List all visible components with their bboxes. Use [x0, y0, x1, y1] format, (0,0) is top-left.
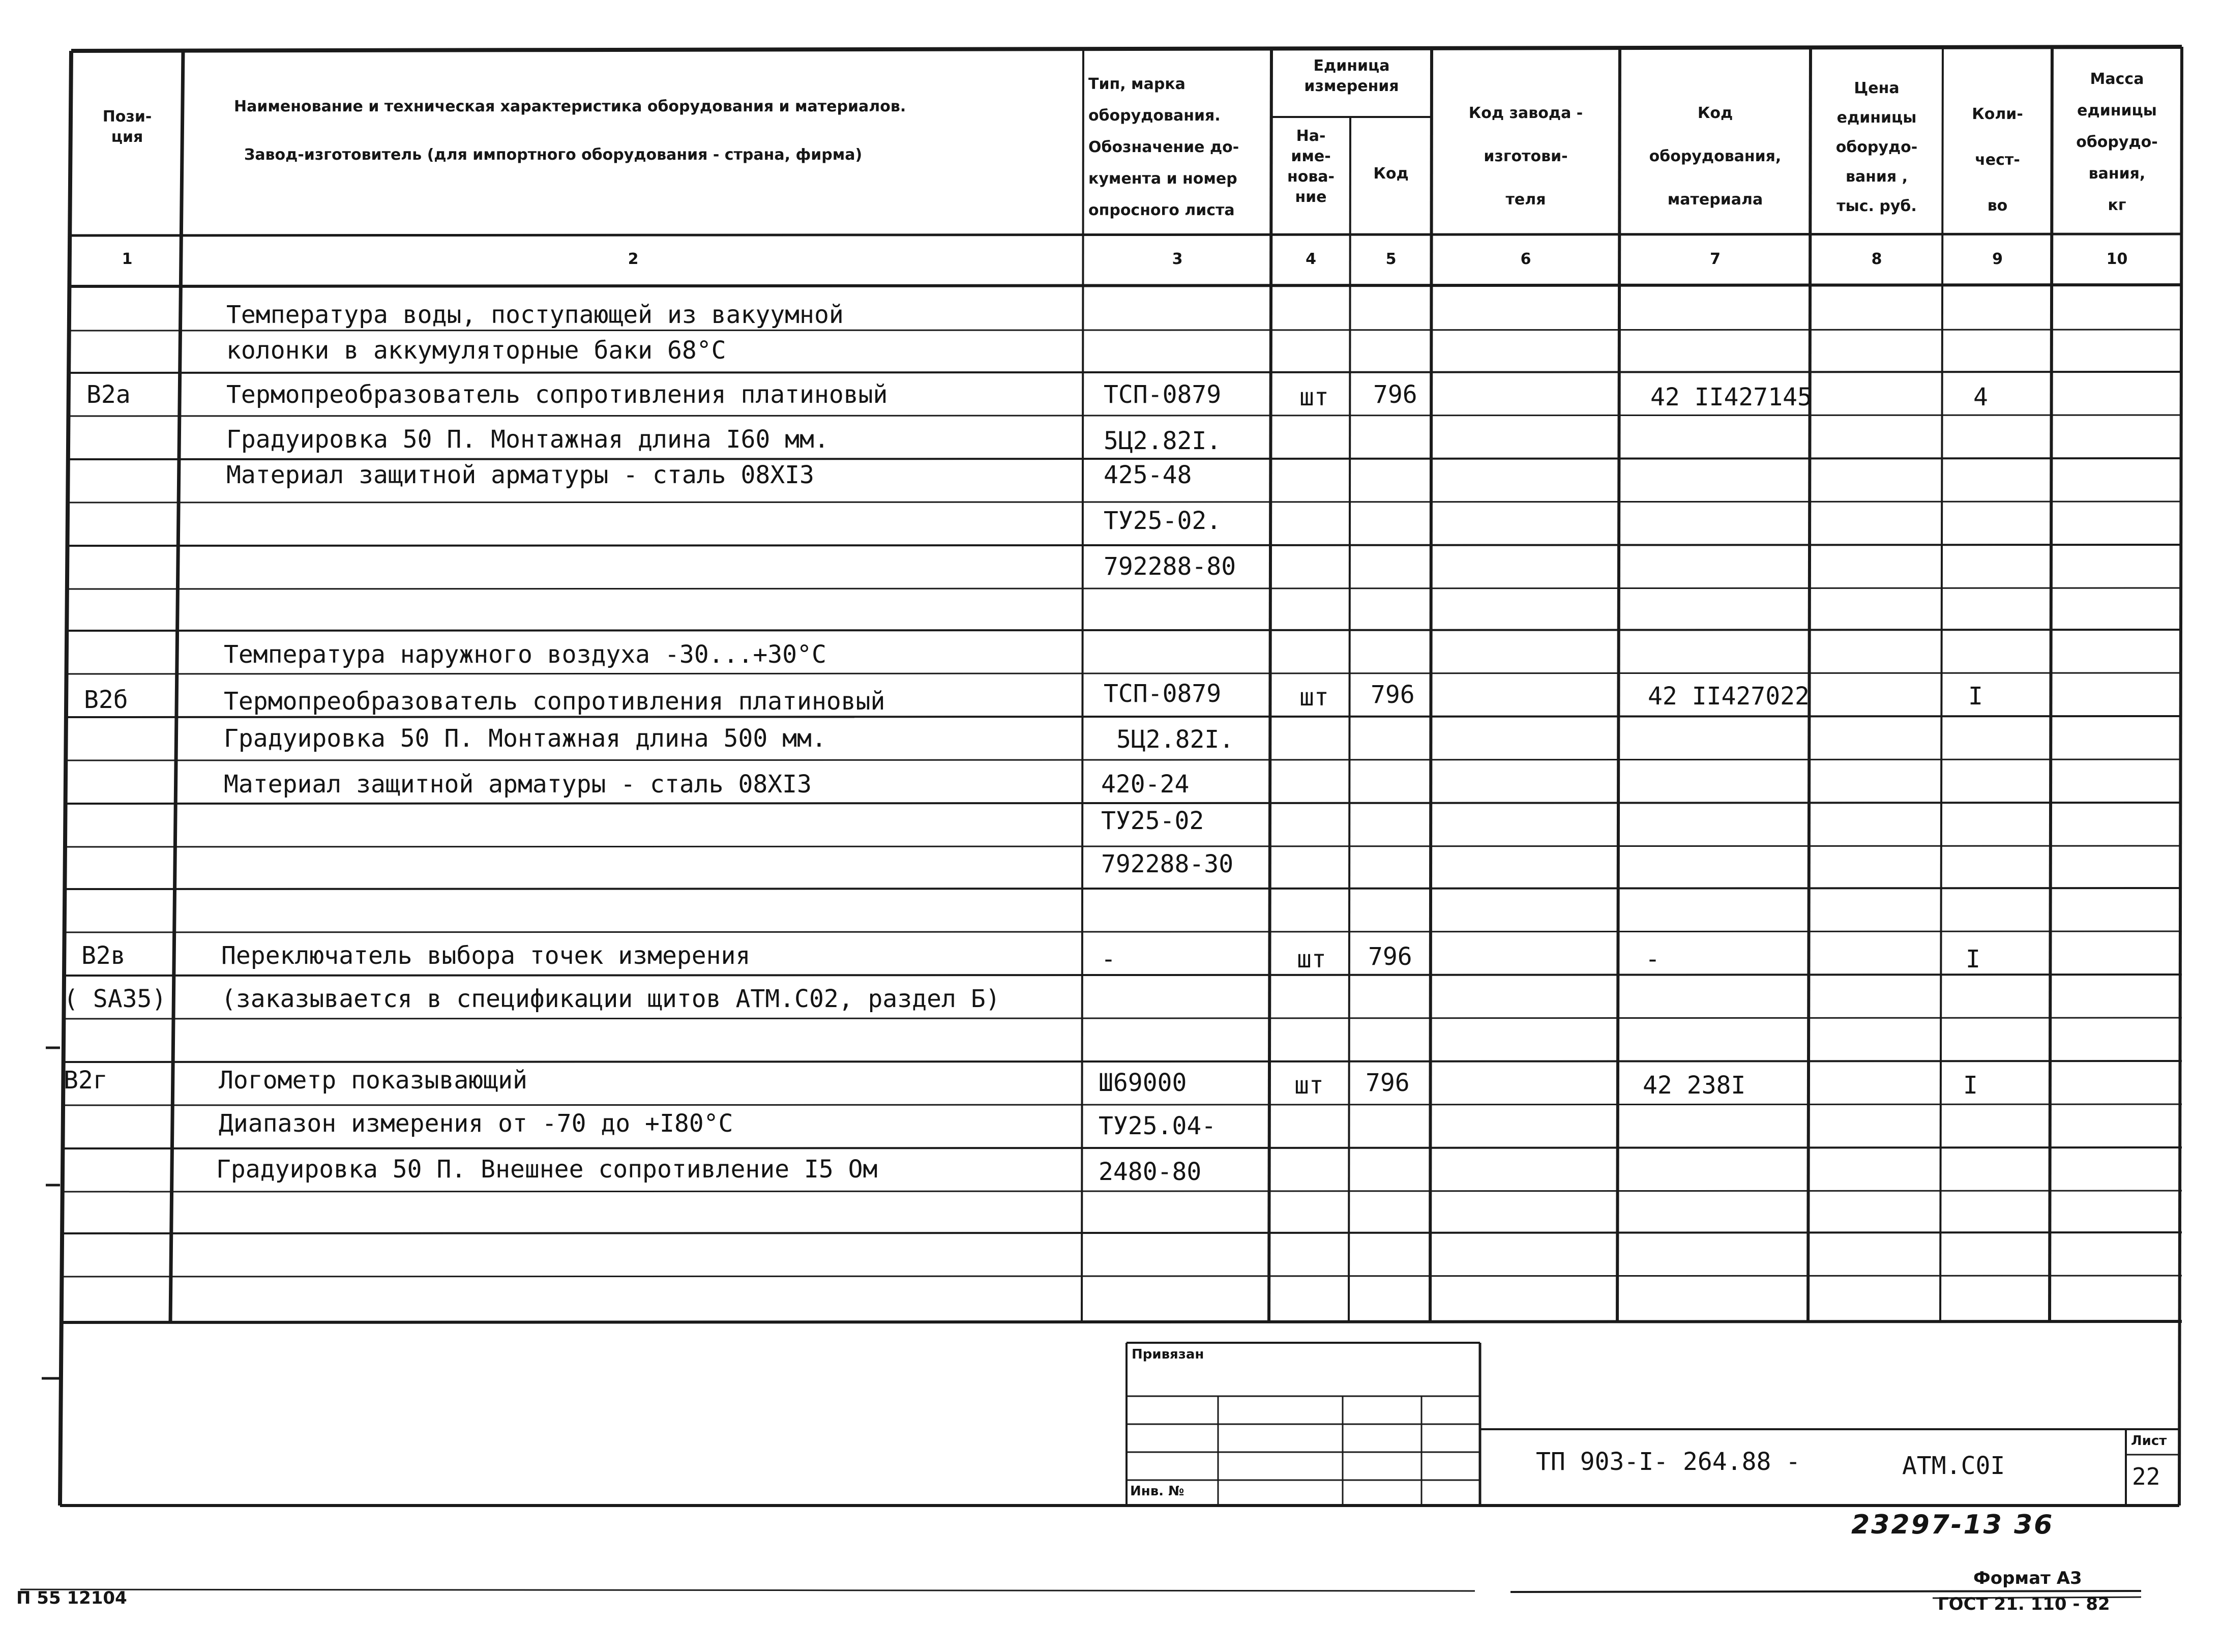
- row-3-code: 796: [1373, 380, 1417, 409]
- row-19-qty: I: [1963, 1071, 1978, 1100]
- row-16-type: -: [1101, 945, 1116, 973]
- row-16-position: В2в: [81, 941, 126, 970]
- header-col4: На- име- нова- ние: [1287, 127, 1335, 206]
- row-3-name: Термопреобразователь сопротивления платиновый: [226, 380, 888, 409]
- col-number-7: 7: [1710, 250, 1721, 268]
- row-4-name: Градуировка 50 П. Монтажная длина I60 мм.: [226, 425, 829, 454]
- row-11-type: 5Ц2.82I.: [1116, 725, 1234, 754]
- header-col2-line1: Наименование и техническая характеристика оборудования и материалов.: [234, 98, 906, 115]
- row-20-name: Диапазон измерения от -70 до +I80°C: [219, 1109, 733, 1138]
- archive-number: 23297-13 36: [1851, 1510, 2054, 1540]
- col-number-6: 6: [1520, 250, 1531, 268]
- row-12-type: 420-24: [1101, 770, 1190, 799]
- header-col3: Тип, марка оборудования. Обозначение до- кумента и номер опросного листа: [1088, 75, 1239, 219]
- col-number-10: 10: [2106, 250, 2128, 268]
- gost-label: ГОСТ 21. 110 - 82: [1938, 1594, 2110, 1614]
- row-4-type: 5Ц2.82I.: [1104, 427, 1222, 455]
- row-11-name: Градуировка 50 П. Монтажная длина 500 мм.: [224, 724, 826, 753]
- row-12-name: Материал защитной арматуры - сталь 08ХI3: [224, 770, 812, 799]
- row-19-eqcode: 42 238I: [1643, 1071, 1746, 1100]
- row-5-type: 425-48: [1104, 461, 1192, 489]
- stamp-sheet-number: 22: [2132, 1463, 2160, 1490]
- row-9-name: Температура наружного воздуха -30...+30°C: [224, 640, 826, 669]
- col-number-9: 9: [1992, 250, 2003, 268]
- row-17-position: ( SA35): [64, 985, 167, 1013]
- row-21-type: 2480-80: [1099, 1158, 1202, 1186]
- row-16-unit: шт: [1297, 945, 1326, 973]
- row-3-eqcode: 42 II427145: [1650, 383, 1812, 411]
- header-col1: Пози- ция: [102, 108, 152, 146]
- row-5-name: Материал защитной арматуры - сталь 08ХI3: [226, 461, 814, 489]
- header-col2-line2: Завод-изготовитель (для импортного оборудования - страна, фирма): [244, 146, 863, 164]
- col-number-2: 2: [628, 250, 639, 268]
- row-10-position: В2б: [84, 686, 128, 714]
- row-14-type: 792288-30: [1101, 850, 1234, 878]
- row-3-position: В2а: [86, 380, 131, 409]
- row-1-name: Температура воды, поступающей из вакуумной: [226, 301, 844, 329]
- format-label: Формат А3: [1973, 1568, 2082, 1588]
- row-10-unit: шт: [1299, 683, 1329, 712]
- row-16-qty: I: [1966, 945, 1980, 973]
- stamp-inv-no: Инв. №: [1130, 1484, 1184, 1499]
- stamp-sheet-label: Лист: [2131, 1433, 2167, 1449]
- row-13-type: ТУ25-02: [1101, 807, 1204, 835]
- row-2-name: колонки в аккумуляторные баки 68°C: [226, 336, 726, 365]
- row-19-position: В2г: [64, 1066, 108, 1095]
- row-10-type: ТСП-0879: [1104, 680, 1222, 708]
- row-10-code: 796: [1371, 681, 1415, 709]
- header-col8: Цена единицы оборудо- вания , тыс. руб.: [1835, 79, 1918, 215]
- row-6-type: ТУ25-02.: [1104, 507, 1222, 535]
- stamp-doc-code: ТП 903-I- 264.88 -: [1536, 1448, 1801, 1476]
- row-3-qty: 4: [1973, 383, 1988, 411]
- row-7-type: 792288-80: [1104, 552, 1236, 581]
- stamp-privyazan: Привязан: [1132, 1347, 1204, 1362]
- row-16-name: Переключатель выбора точек измерения: [221, 941, 751, 970]
- row-19-code: 796: [1366, 1069, 1410, 1097]
- row-19-type: Ш69000: [1099, 1069, 1187, 1097]
- row-19-unit: шт: [1294, 1071, 1324, 1100]
- col-number-4: 4: [1306, 250, 1316, 268]
- col-number-1: 1: [122, 250, 133, 268]
- row-21-name: Градуировка 50 П. Внешнее сопротивление I5 Ом: [216, 1155, 878, 1184]
- header-col6: Код завода - изготови- теля: [1468, 104, 1583, 209]
- col-number-5: 5: [1385, 250, 1397, 268]
- row-10-name: Термопреобразователь сопротивления платиновый: [224, 687, 885, 716]
- stamp-doc-suffix: АТМ.С0I: [1902, 1452, 2005, 1480]
- header-col10: Масса единицы оборудо- вания, кг: [2076, 70, 2158, 214]
- row-16-code: 796: [1368, 942, 1412, 971]
- col-number-3: 3: [1172, 250, 1183, 268]
- row-16-eqcode: -: [1645, 945, 1660, 973]
- row-10-eqcode: 42 II427022: [1648, 682, 1810, 711]
- row-20-type: ТУ25.04-: [1099, 1112, 1217, 1140]
- row-10-underline: [224, 715, 854, 720]
- header-col7: Код оборудования, материала: [1649, 104, 1782, 209]
- row-10-qty: I: [1968, 682, 1983, 711]
- header-col5: Код: [1373, 165, 1409, 183]
- print-code: П 55 12104: [16, 1588, 127, 1608]
- row-17-name: (заказывается в спецификации щитов АТМ.С02, раздел Б): [221, 985, 1000, 1013]
- col-number-8: 8: [1871, 250, 1882, 268]
- row-3-type: ТСП-0879: [1104, 380, 1222, 409]
- row-19-name: Логометр показывающий: [219, 1066, 527, 1095]
- header-col9: Коли- чест- во: [1972, 105, 2023, 215]
- row-3-unit: шт: [1299, 383, 1329, 411]
- header-unit-group: Единица измерения: [1304, 57, 1399, 95]
